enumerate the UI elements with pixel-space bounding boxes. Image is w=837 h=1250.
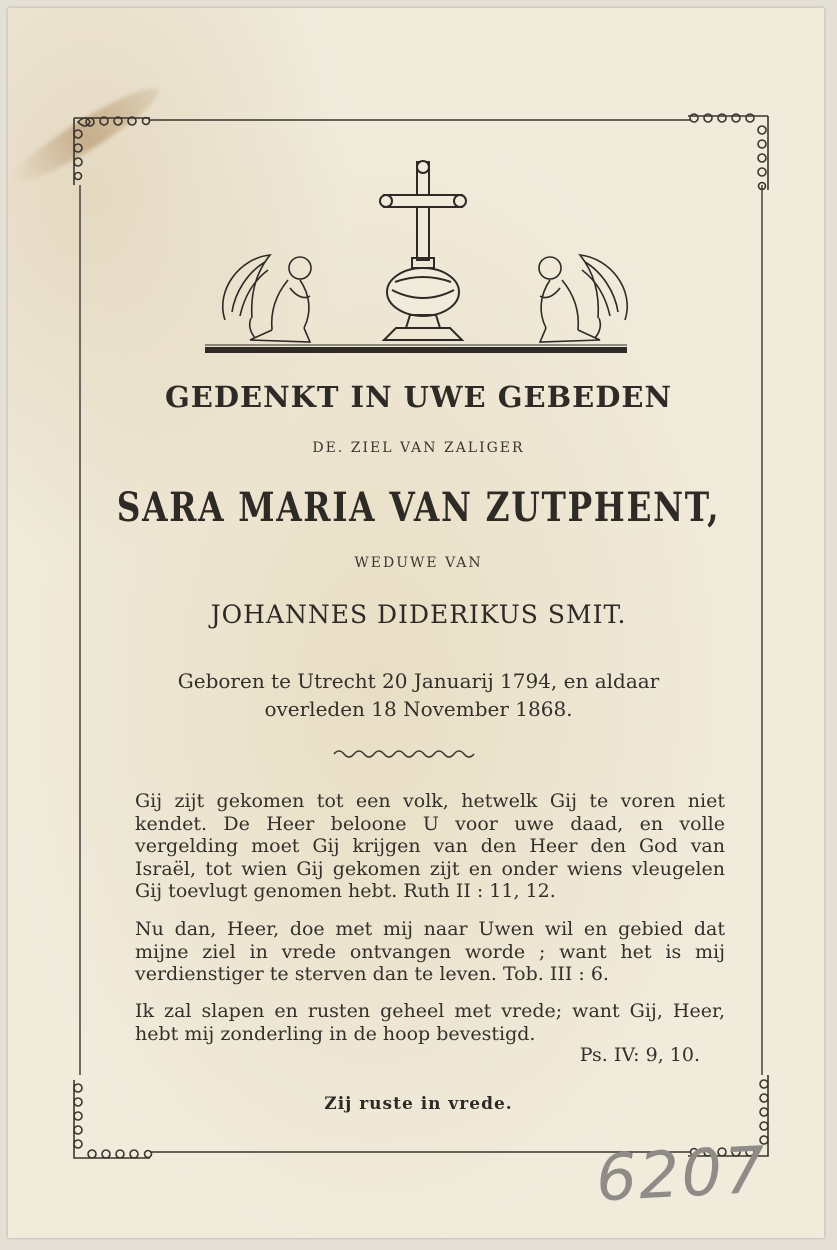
relation-label: WEDUWE VAN bbox=[354, 555, 483, 571]
angel-icon-left bbox=[223, 255, 311, 342]
card-heading: GEDENKT IN UWE GEBEDEN bbox=[165, 380, 672, 414]
deceased-name: SARA MARIA VAN ZUTPHENT, bbox=[116, 484, 721, 531]
husband-name: JOHANNES DIDERIKUS SMIT. bbox=[210, 600, 627, 629]
corner-ornament-top-left bbox=[74, 117, 150, 185]
memorial-illustration bbox=[205, 161, 627, 353]
verse-paragraph: Gij zijt gekomen tot een volk, hetwelk Gij te voren niet kendet. De Heer beloone U voor uwe daad, en volle vergelding moet Gij krijgen van den Heer den God van Israël, tot wien Gij gekomen zijt en onder wiens vleugelen Gij toevlugt genomen hebt. Ruth II : 11, 12. bbox=[135, 790, 725, 902]
verse-paragraph: Ik zal slapen en rusten geheel met vrede; want Gij, Heer, hebt mij zonderling in de hoop bevestigd. bbox=[135, 1000, 725, 1045]
birth-death-dates bbox=[0, 667, 837, 723]
angel-icon-right bbox=[539, 255, 627, 342]
verse-reference: Ps. IV: 9, 10. bbox=[579, 1044, 700, 1066]
corner-ornament-top-right bbox=[688, 114, 768, 190]
birth-death-line: overleden 18 November 1868. bbox=[264, 697, 573, 721]
divider-ornament bbox=[330, 746, 480, 762]
birth-death-line: Geboren te Utrecht 20 Januarij 1794, en aldaar bbox=[177, 669, 660, 693]
closing-line: Zij ruste in vrede. bbox=[324, 1094, 513, 1114]
corner-ornament-bottom-left bbox=[74, 1080, 152, 1158]
cross-icon bbox=[380, 161, 466, 340]
card-subheading: DE. ZIEL VAN ZALIGER bbox=[312, 440, 525, 456]
catalog-number: 6207 bbox=[594, 1133, 769, 1217]
verse-paragraph: Nu dan, Heer, doe met mij naar Uwen wil en gebied dat mijne ziel in vrede ontvangen worde ; want het is mij verdienstiger te sterven dan te leven. Tob. III : 6. bbox=[135, 918, 725, 985]
